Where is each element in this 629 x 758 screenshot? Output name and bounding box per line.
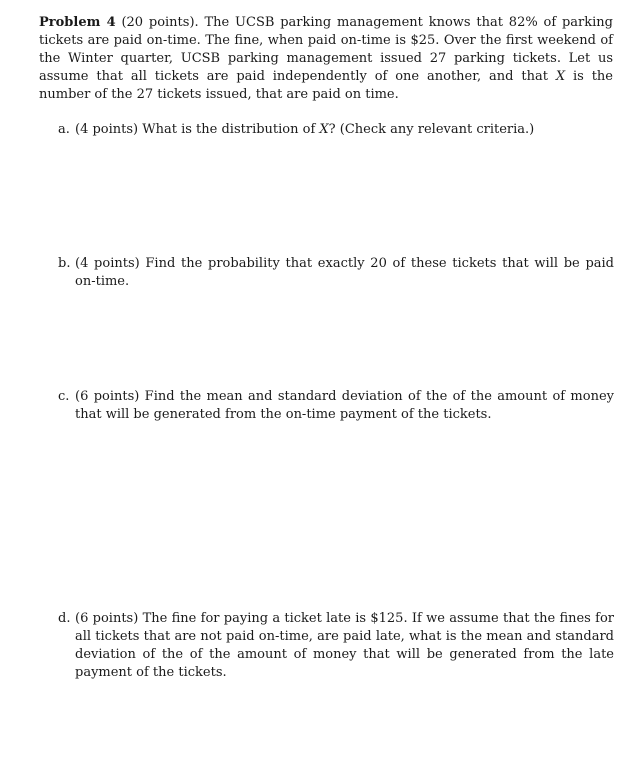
question-d-label: d. xyxy=(58,611,71,626)
problem-text-part-1: The UCSB parking management knows that 82% of parking tickets are paid on-time. The fine, when paid on-time is $25. Over the first weekend of the Winter quarter, UCSB parking management issued 27 parking tickets. Let us assume that all tickets are paid independently of one another, and that xyxy=(39,15,613,84)
question-d xyxy=(58,610,614,682)
problem-title: Problem 4 xyxy=(39,15,116,30)
question-b-label: b. xyxy=(58,256,71,271)
question-c-text: (6 points) Find the mean and standard deviation of the of the amount of money that will be generated from the on-time payment of the tickets. xyxy=(75,389,614,422)
problem-points: (20 points). xyxy=(121,15,199,30)
question-a-label: a. xyxy=(58,122,70,137)
question-a-text xyxy=(75,121,614,139)
problem-statement xyxy=(39,14,613,104)
question-b-text: (4 points) Find the probability that exactly 20 of these tickets that will be paid on-time. xyxy=(75,256,614,289)
question-c-label: c. xyxy=(58,389,70,404)
question-d-text: (6 points) The fine for paying a ticket late is $125. If we assume that the fines for all tickets that are not paid on-time, are paid late, what is the mean and standard deviation of the of the amount of money that will be generated from the late payment of the tickets. xyxy=(75,611,614,680)
question-a xyxy=(58,121,614,139)
question-c xyxy=(58,388,614,424)
question-b xyxy=(58,255,614,291)
variable-x: X xyxy=(555,69,566,84)
problem-text-part-2: is the number of the 27 tickets issued, that are paid on time. xyxy=(39,69,613,102)
question-a-text-part-2: ? (Check any relevant criteria.) xyxy=(328,122,535,137)
question-a-text-part-1: (4 points) What is the distribution of xyxy=(75,122,320,137)
question-a-variable: X xyxy=(319,122,329,137)
